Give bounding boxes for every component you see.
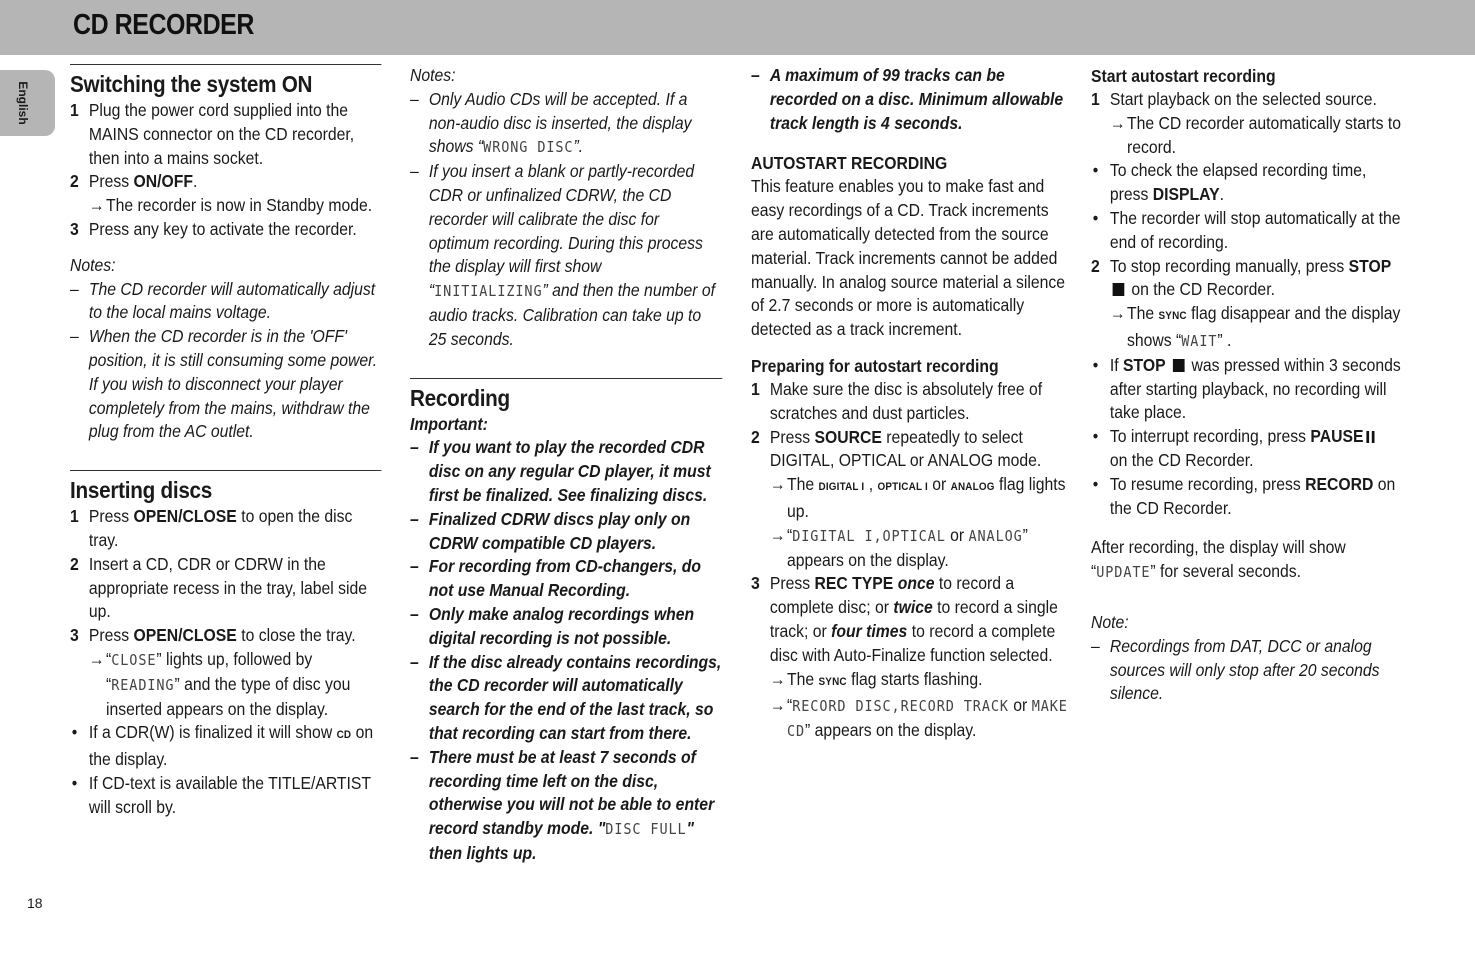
autostart-description: This feature enables you to make fast and easy recordings of a CD. Track increments are automatically detected from the source material. Track increments cannot be added manually. In analog source material a silence of 2.7 seconds or more is automatically detected as a track increment. [751,176,1066,340]
arrow-icon: → [1109,112,1126,133]
result-item: → “DIGITAL I,OPTICAL or ANALOG” appears on the display. [751,524,1069,573]
column-4 [1091,64,1409,706]
bullet-item: • The recorder will stop automatically at the end of recording. [1092,207,1401,252]
step-number: 3 [70,218,79,239]
note-item: – Recordings from DAT, DCC or analog sources will only stop after 20 seconds silence. [1091,635,1380,704]
step-item: 3 Press REC TYPE once to record a complete disc; or twice to record a single track; or four times to record a complete disc with Auto-Finalize function selected. [751,573,1058,665]
display-text: WAIT [1181,331,1218,350]
step-item [70,170,382,194]
pause-icon [1366,431,1374,443]
note-item: – Only Audio CDs will be accepted. If a non-audio disc is inserted, the display shows “WRONG DISC”. [410,88,692,157]
display-text: ANALOG [968,526,1023,545]
notes-label: Notes: [70,254,116,275]
step-item: 3 Press OPEN/CLOSE to close the tray. [70,625,356,646]
step-item: 1 Press OPEN/CLOSE to open the disc tray. [70,506,353,550]
display-text: UPDATE [1096,563,1151,582]
step-item: 2 Insert a CD, CDR or CDRW in the appropriate recess in the tray, label side up. [70,553,368,622]
step-number: 1 [70,100,79,120]
cd-logo: CD [336,729,352,742]
arrow-icon: → [769,695,786,716]
result-item: → The DIGITAL I , OPTICAL I or ANALOG flag lights up. [751,473,1069,524]
step-text: Plug the power cord supplied into the MAINS connector on the CD recorder, then into a mains socket. [88,100,355,168]
important-item: – Finalized CDRW discs play only on CDRW compatible CD players. [410,508,691,553]
display-text: MAKE CD [787,697,1068,741]
arrow-icon: → [88,648,105,669]
arrow-icon: → [769,524,786,545]
section-title-autostart: AUTOSTART RECORDING [751,153,948,174]
bullet-item: • To interrupt recording, press PAUSE on the CD Recorder. [1091,425,1409,473]
display-text: INITIALIZING [434,282,543,301]
display-text: CLOSE [111,650,157,669]
result-item [70,194,382,218]
note-item: – The CD recorder will automatically adjust to the local mains voltage. [70,278,376,323]
note-item: – When the CD recorder is in the 'OFF' position, it is still consuming some power. If you wish to disconnect your player completely from the mains, withdraw the plug from the AC outlet. [70,326,378,442]
step-item: 2 Press SOURCE repeatedly to select DIGITAL, OPTICAL or ANALOG mode. [751,426,1042,471]
step-item: 1 Start playback on the selected source. [1091,89,1377,109]
result-item: → The SYNC flag disappear and the display shows “WAIT” . [1091,302,1409,354]
important-item: – A maximum of 99 tracks can be recorded on a disc. Minimum allowable track length is 4 seconds. [751,65,1064,133]
arrow-icon: → [769,474,786,495]
important-item: – If you want to play the recorded CDR disc on any regular CD player, it must first be finalized. See finalizing discs. [410,437,711,505]
arrow-icon: → [88,195,105,216]
section-title-switching-on: Switching the system ON [70,71,313,97]
display-text: DISC FULL [605,820,687,839]
stop-icon [1113,283,1125,296]
important-label: Important: [410,413,488,434]
section-title-inserting-discs: Inserting discs [70,477,213,504]
result-text: The recorder is now in Standby mode. [106,195,373,216]
arrow-icon: → [769,668,786,689]
step-item [70,99,382,170]
bullet-item: • If CD-text is available the TITLE/ARTIST will scroll by. [71,772,371,817]
important-item: – Only make analog recordings when digital recording is not possible. [410,603,695,648]
after-recording-text: After recording, the display will show “UPDATE” for several seconds. [1091,537,1346,582]
note-label: Note: [1091,611,1129,632]
stop-icon [1173,359,1185,372]
step-item [70,218,382,242]
arrow-icon: → [1109,303,1126,324]
column-1 [70,64,382,820]
important-item: – For recording from CD-changers, do not use Manual Recording. [410,556,702,601]
page-title: CD RECORDER [73,9,254,41]
step-text: Press ON/OFF. [88,171,198,192]
result-item: → “CLOSE” lights up, followed by “READING” and the type of disc you inserted appears on the display. [70,648,382,721]
step-number: 2 [70,171,79,192]
result-item: → “RECORD DISC,RECORD TRACK or MAKE CD” appears on the display. [751,694,1069,744]
important-item: – If the disc already contains recordings, the CD recorder will automatically search for the end of the last track, so that recording can start from there. [410,651,722,743]
language-tab-label: English [16,81,30,125]
step-item: 1 Make sure the disc is absolutely free of scratches and dust particles. [751,378,1043,423]
bullet-item: • To resume recording, press RECORD on the CD Recorder. [1092,473,1396,518]
step-text: Press any key to activate the recorder. [88,218,357,239]
result-item: → The SYNC flag starts flashing. [751,668,1069,695]
important-item: – There must be at least 7 seconds of recording time left on the disc, otherwise you will not be able to enter record standby mode. "DISC FULL" then lights up. [410,746,715,863]
display-text: RECORD DISC,RECORD TRACK [792,697,1009,716]
step-item: 2 To stop recording manually, press STOP on the CD Recorder. [1091,255,1392,300]
bullet-item: • If STOP was pressed within 3 seconds after starting playback, no recording will take place. [1092,354,1401,423]
display-text: WRONG DISC [483,138,574,157]
page-number: 18 [27,895,43,911]
display-text: READING [111,675,175,694]
section-title-recording: Recording [410,384,510,411]
bullet-item: • If a CDR(W) is finalized it will show CD on the display. [71,722,374,770]
result-item: → The CD recorder automatically starts to record. [1091,112,1409,160]
column-3 [751,64,1069,744]
notes-label: Notes: [410,65,456,85]
column-2 [410,64,723,866]
bullet-item: • To check the elapsed recording time, press DISPLAY. [1092,160,1367,205]
subsection-title-start: Start autostart recording [1091,66,1276,86]
note-item: – If you insert a blank or partly-recorded CDR or unfinalized CDRW, the CD recorder will calibrate the disc for optimum recording. During this process the display will first show “INITIALIZING” and then the number of audio tracks. Calibration can take up to 25 seconds. [410,161,715,349]
display-text: DIGITAL I,OPTICAL [792,526,946,545]
subsection-title-preparing: Preparing for autostart recording [751,355,999,376]
